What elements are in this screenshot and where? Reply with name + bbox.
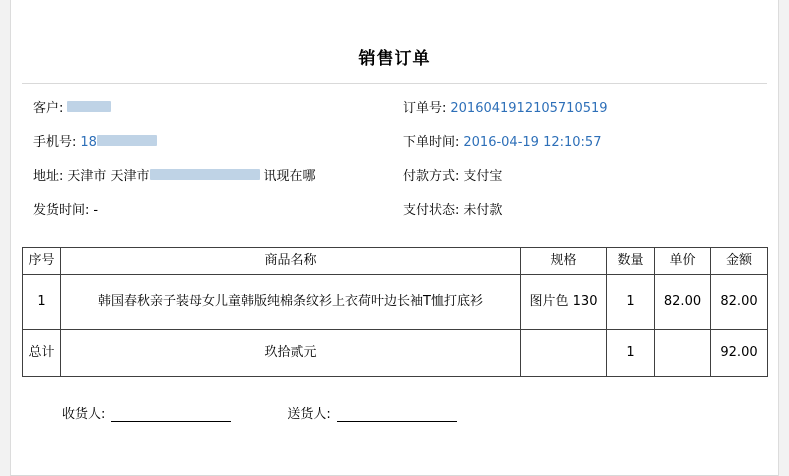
- address-label: 地址:: [33, 169, 64, 184]
- meta-row: [22, 97, 767, 131]
- address-value: 天津市 天津市: [67, 169, 150, 184]
- page-title: 销售订单: [358, 49, 431, 69]
- payment-method-value: 支付宝: [463, 169, 503, 184]
- ship-time-field: [22, 199, 403, 218]
- total-label: 总计: [23, 329, 61, 376]
- payment-method-label: 付款方式:: [403, 169, 460, 184]
- ship-time-label: 发货时间:: [33, 203, 90, 218]
- total-qty: 1: [607, 329, 655, 376]
- receiver-signature-line: [111, 409, 231, 422]
- order-time-value: 2016-04-19 12:10:57: [463, 135, 602, 150]
- order-items-table: [22, 247, 768, 377]
- ship-time-value: -: [93, 203, 99, 218]
- order-time-field: [403, 131, 763, 150]
- total-amount: 92.00: [711, 329, 768, 376]
- cell-qty: 1: [607, 274, 655, 329]
- order-sheet: [11, 0, 778, 476]
- order-no-value: 2016041912105710519: [450, 101, 608, 116]
- phone-label: 手机号:: [33, 135, 77, 150]
- payment-status-value: 未付款: [463, 203, 503, 218]
- customer-label: 客户:: [33, 101, 64, 116]
- column-header-index: 序号: [23, 248, 61, 275]
- order-no-label: 订单号:: [403, 101, 447, 116]
- column-header-qty: 数量: [607, 248, 655, 275]
- receiver-signature-label: 收货人:: [62, 406, 106, 422]
- total-price: [655, 329, 711, 376]
- customer-field: [22, 97, 403, 116]
- cell-index: 1: [23, 274, 61, 329]
- table-header-row: [23, 248, 768, 275]
- page-left-margin: [0, 0, 11, 476]
- table-total-row: [23, 329, 768, 376]
- total-amount-in-words: 玖拾贰元: [61, 329, 521, 376]
- payment-method-field: [403, 165, 763, 184]
- address-value-tail: 讯现在哪: [263, 169, 316, 184]
- column-header-spec: 规格: [521, 248, 607, 275]
- receiver-signature: [62, 403, 231, 422]
- deliverer-signature-line: [337, 409, 457, 422]
- column-header-name: 商品名称: [61, 248, 521, 275]
- customer-masked-value: [67, 101, 111, 112]
- order-time-label: 下单时间:: [403, 135, 460, 150]
- meta-row: [22, 131, 767, 165]
- cell-product-name: 韩国春秋亲子装母女儿童韩版纯棉条纹衫上衣荷叶边长袖T恤打底衫: [61, 274, 521, 329]
- signature-area: [22, 403, 767, 422]
- total-spec: [521, 329, 607, 376]
- phone-value: 18: [80, 135, 97, 150]
- phone-masked-value: [97, 135, 157, 146]
- order-meta: [22, 84, 767, 233]
- cell-amount: 82.00: [711, 274, 768, 329]
- payment-status-label: 支付状态:: [403, 203, 460, 218]
- table-row: [23, 274, 768, 329]
- cell-price: 82.00: [655, 274, 711, 329]
- phone-field: [22, 131, 403, 150]
- column-header-amount: 金额: [711, 248, 768, 275]
- deliverer-signature-label: 送货人:: [287, 406, 331, 422]
- column-header-price: 单价: [655, 248, 711, 275]
- page-right-margin: [778, 0, 789, 476]
- address-field: [22, 165, 403, 184]
- meta-row: [22, 199, 767, 233]
- deliverer-signature: [287, 403, 456, 422]
- order-no-field: [403, 97, 763, 116]
- meta-row: [22, 165, 767, 199]
- address-masked-value: [150, 169, 260, 180]
- cell-spec: 图片色 130: [521, 274, 607, 329]
- payment-status-field: [403, 199, 763, 218]
